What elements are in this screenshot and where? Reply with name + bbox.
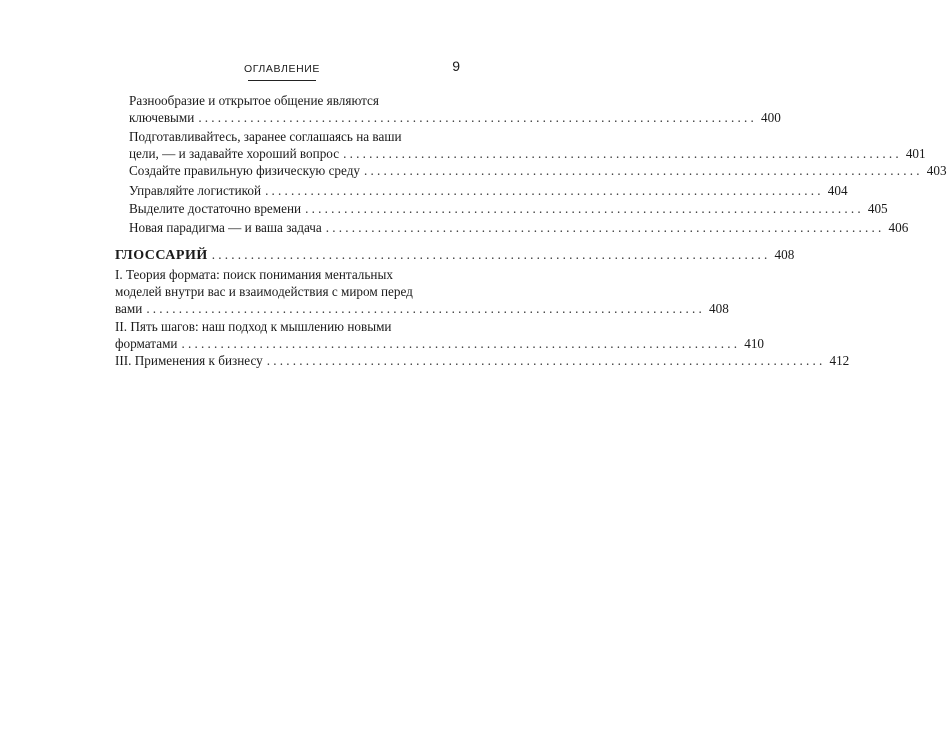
- dot-leader: ......................................................................................: [181, 336, 741, 351]
- dot-leader: ......................................................................................: [364, 163, 923, 178]
- toc-entry: [129, 128, 926, 162]
- toc-entry-title: форматами: [115, 336, 178, 351]
- toc-entry: [115, 318, 764, 352]
- page-number: 9: [452, 58, 460, 74]
- glossary-title: ГЛОССАРИЙ: [115, 248, 208, 263]
- toc-entry-title: Новая парадигма — и ваша задача: [129, 220, 322, 235]
- toc-entry-line: I. Теория формата: поиск понимания ментальных: [115, 267, 393, 282]
- glossary-heading: [115, 246, 795, 264]
- dot-leader: ......................................................................................: [265, 183, 824, 198]
- toc-entry-page: 400: [761, 110, 781, 125]
- toc-entry-line: II. Пять шагов: наш подход к мышлению новыми: [115, 319, 392, 334]
- glossary-page: 408: [774, 247, 795, 262]
- toc-entry-page: 408: [709, 301, 729, 316]
- header-rule: [248, 80, 316, 81]
- toc-entry-title: Управляйте логистикой: [129, 183, 262, 198]
- toc-entry-title: Выделите достаточно времени: [129, 201, 302, 216]
- toc-entry-page: 405: [867, 201, 888, 216]
- dot-leader: ......................................................................................: [146, 301, 706, 316]
- toc-entry-line: Разнообразие и открытое общение являются: [129, 93, 379, 108]
- dot-leader: ......................................................................................: [343, 146, 902, 161]
- toc-entry-title: ключевыми: [129, 110, 195, 125]
- dot-leader: ......................................................................................: [325, 220, 885, 235]
- toc-entry: [129, 162, 947, 179]
- toc-entry-page: 410: [744, 336, 764, 351]
- dot-leader: ......................................................................................: [305, 201, 864, 216]
- dot-leader: ......................................................................................: [211, 247, 771, 262]
- toc-entry-line: моделей внутри вас и взаимодействия с миром перед: [115, 284, 413, 299]
- toc-entry: [129, 182, 848, 199]
- toc-entry-line: Подготавливайтесь, заранее соглашаясь на ваши: [129, 129, 402, 144]
- toc-entry: [129, 200, 888, 217]
- toc-entry-page: 412: [829, 353, 850, 368]
- toc-entry-title: вами: [115, 301, 143, 316]
- toc-entry-title: Создайте правильную физическую среду: [129, 163, 361, 178]
- toc-entry-title: III. Применения к бизнесу: [115, 353, 263, 368]
- dot-leader: ......................................................................................: [198, 110, 758, 125]
- toc-entry-page: 404: [827, 183, 848, 198]
- toc-entry: [129, 219, 909, 236]
- toc-entry: [129, 92, 781, 126]
- dot-leader: ......................................................................................: [266, 353, 826, 368]
- toc-entry-page: 406: [888, 220, 909, 235]
- toc-entry: [115, 352, 850, 369]
- header-title: ОГЛАВЛЕНИЕ: [243, 63, 321, 75]
- toc-entry-page: 403: [926, 163, 947, 178]
- toc-entry-title: цели, — и задавайте хороший вопрос: [129, 146, 340, 161]
- toc-entry-page: 401: [905, 146, 926, 161]
- toc-entry: [115, 266, 729, 317]
